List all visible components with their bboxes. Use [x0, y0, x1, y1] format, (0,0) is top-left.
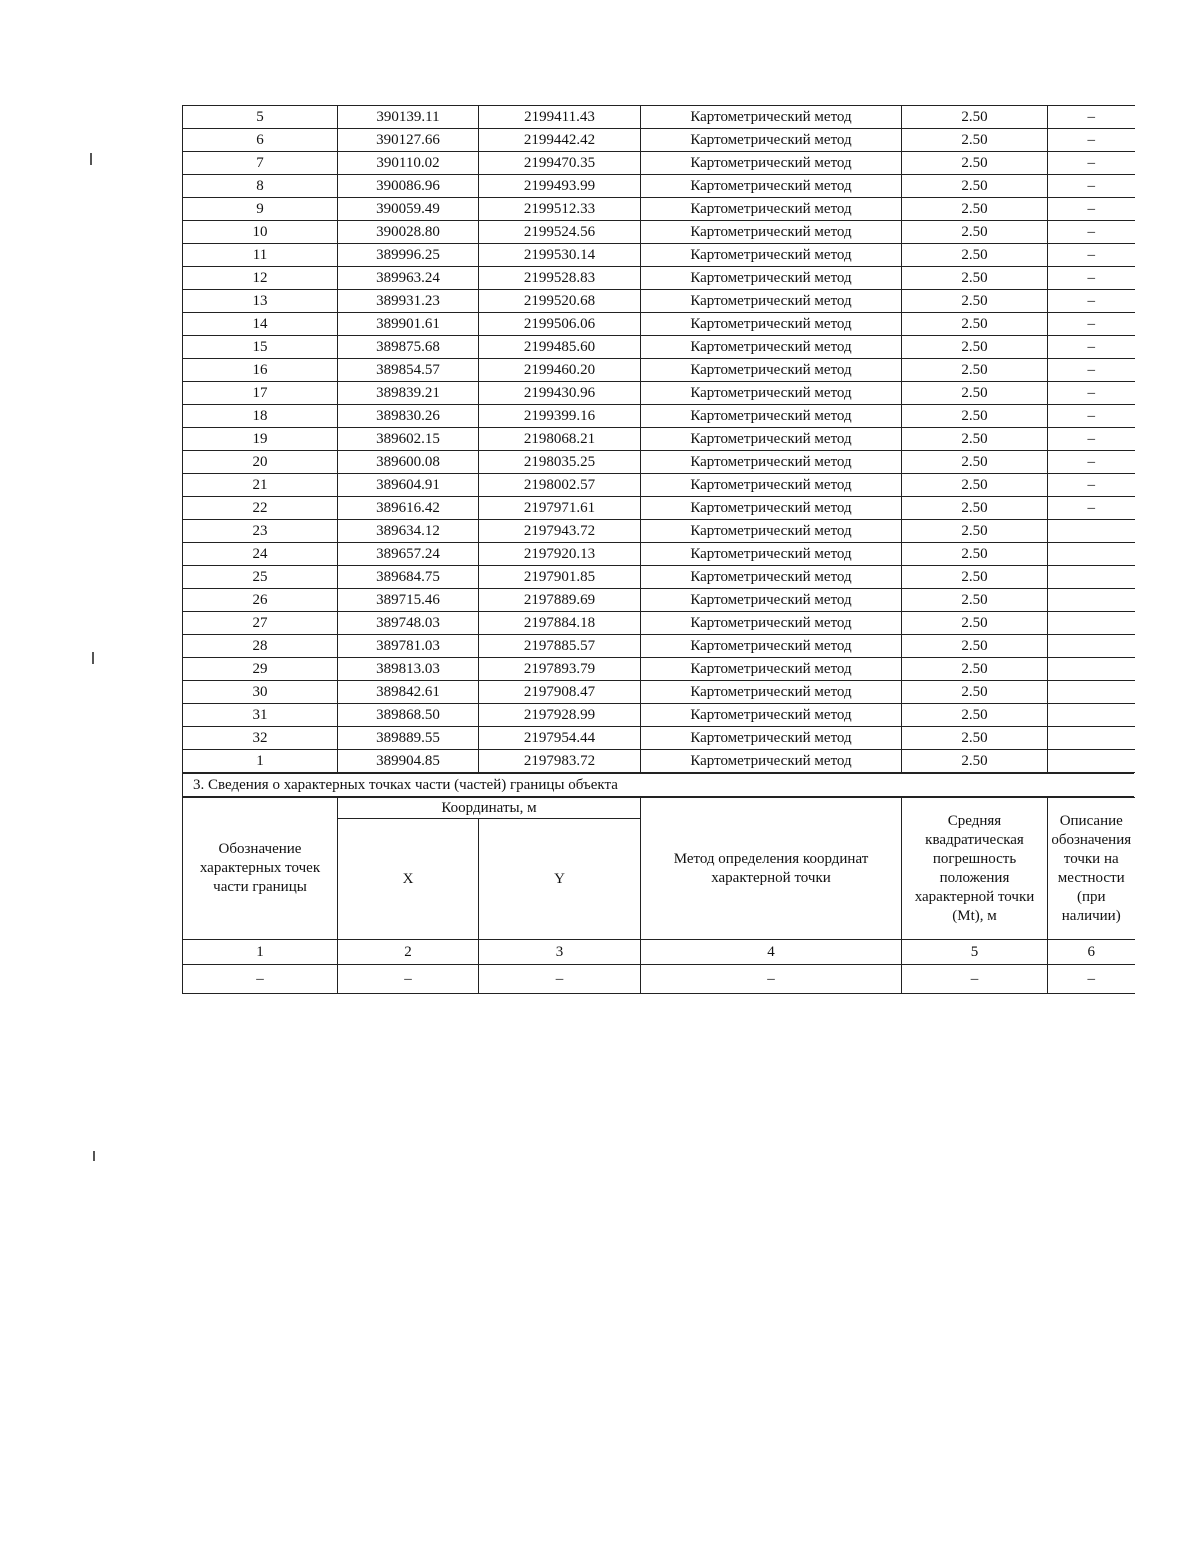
x-coordinate-cell: 389616.42 — [338, 497, 479, 520]
description-cell — [1048, 750, 1135, 773]
error-value-cell: 2.50 — [902, 267, 1048, 290]
x-coordinate-cell: 390139.11 — [338, 106, 479, 129]
method-cell: Картометрический метод — [641, 405, 902, 428]
table-row — [183, 405, 1135, 428]
y-coordinate-cell: 2198035.25 — [479, 451, 641, 474]
table-row — [183, 635, 1135, 658]
empty-cell-4: – — [641, 965, 902, 994]
method-cell: Картометрический метод — [641, 543, 902, 566]
point-number-cell: 10 — [183, 221, 338, 244]
y-coordinate-cell: 2197885.57 — [479, 635, 641, 658]
point-number-cell: 32 — [183, 727, 338, 750]
method-cell: Картометрический метод — [641, 152, 902, 175]
method-cell: Картометрический метод — [641, 359, 902, 382]
section-3-table — [182, 797, 1135, 994]
description-cell: – — [1048, 198, 1135, 221]
description-cell: – — [1048, 152, 1135, 175]
point-number-cell: 14 — [183, 313, 338, 336]
method-cell: Картометрический метод — [641, 750, 902, 773]
error-value-cell: 2.50 — [902, 152, 1048, 175]
method-cell: Картометрический метод — [641, 497, 902, 520]
x-coordinate-cell: 390028.80 — [338, 221, 479, 244]
table-row — [183, 198, 1135, 221]
table-row — [183, 681, 1135, 704]
point-number-cell: 19 — [183, 428, 338, 451]
description-cell: – — [1048, 359, 1135, 382]
col-number-1: 1 — [183, 940, 338, 965]
y-coordinate-cell: 2199430.96 — [479, 382, 641, 405]
method-cell: Картометрический метод — [641, 612, 902, 635]
description-cell: – — [1048, 336, 1135, 359]
table-row — [183, 244, 1135, 267]
description-cell: – — [1048, 451, 1135, 474]
y-coordinate-cell: 2199411.43 — [479, 106, 641, 129]
method-cell: Картометрический метод — [641, 244, 902, 267]
error-value-cell: 2.50 — [902, 589, 1048, 612]
table-row — [183, 543, 1135, 566]
error-value-cell: 2.50 — [902, 175, 1048, 198]
y-coordinate-cell: 2199485.60 — [479, 336, 641, 359]
table-row — [183, 612, 1135, 635]
point-number-cell: 28 — [183, 635, 338, 658]
error-value-cell: 2.50 — [902, 727, 1048, 750]
table-row — [183, 589, 1135, 612]
table-row — [183, 290, 1135, 313]
y-coordinate-cell: 2199528.83 — [479, 267, 641, 290]
method-cell: Картометрический метод — [641, 175, 902, 198]
y-coordinate-cell: 2197954.44 — [479, 727, 641, 750]
method-cell: Картометрический метод — [641, 106, 902, 129]
description-cell: – — [1048, 405, 1135, 428]
x-coordinate-cell: 389904.85 — [338, 750, 479, 773]
table-row — [183, 658, 1135, 681]
x-coordinate-cell: 389748.03 — [338, 612, 479, 635]
table-row — [183, 359, 1135, 382]
description-cell — [1048, 520, 1135, 543]
point-number-cell: 9 — [183, 198, 338, 221]
method-cell: Картометрический метод — [641, 520, 902, 543]
y-coordinate-cell: 2199524.56 — [479, 221, 641, 244]
table-row — [183, 727, 1135, 750]
empty-cell-3: – — [479, 965, 641, 994]
description-cell — [1048, 635, 1135, 658]
error-value-cell: 2.50 — [902, 635, 1048, 658]
y-coordinate-cell: 2197889.69 — [479, 589, 641, 612]
x-coordinate-cell: 389854.57 — [338, 359, 479, 382]
y-coordinate-cell: 2198002.57 — [479, 474, 641, 497]
description-cell: – — [1048, 497, 1135, 520]
error-value-cell: 2.50 — [902, 474, 1048, 497]
method-cell: Картометрический метод — [641, 336, 902, 359]
point-number-cell: 22 — [183, 497, 338, 520]
x-coordinate-cell: 390086.96 — [338, 175, 479, 198]
error-value-cell: 2.50 — [902, 612, 1048, 635]
error-value-cell: 2.50 — [902, 750, 1048, 773]
y-coordinate-cell: 2198068.21 — [479, 428, 641, 451]
y-coordinate-cell: 2197943.72 — [479, 520, 641, 543]
error-value-cell: 2.50 — [902, 106, 1048, 129]
point-number-cell: 29 — [183, 658, 338, 681]
x-coordinate-cell: 389901.61 — [338, 313, 479, 336]
y-coordinate-cell: 2199399.16 — [479, 405, 641, 428]
x-coordinate-cell: 389842.61 — [338, 681, 479, 704]
x-coordinate-cell: 389781.03 — [338, 635, 479, 658]
error-value-cell: 2.50 — [902, 221, 1048, 244]
empty-cell-5: – — [902, 965, 1048, 994]
table-row — [183, 175, 1135, 198]
x-coordinate-cell: 389813.03 — [338, 658, 479, 681]
point-number-cell: 6 — [183, 129, 338, 152]
col-number-5: 5 — [902, 940, 1048, 965]
point-number-cell: 21 — [183, 474, 338, 497]
description-cell — [1048, 658, 1135, 681]
error-value-cell: 2.50 — [902, 451, 1048, 474]
error-value-cell: 2.50 — [902, 313, 1048, 336]
error-value-cell: 2.50 — [902, 658, 1048, 681]
point-number-cell: 15 — [183, 336, 338, 359]
col-number-2: 2 — [338, 940, 479, 965]
point-number-cell: 26 — [183, 589, 338, 612]
y-coordinate-cell: 2199506.06 — [479, 313, 641, 336]
y-coordinate-cell: 2199460.20 — [479, 359, 641, 382]
x-coordinate-cell: 389868.50 — [338, 704, 479, 727]
description-cell — [1048, 566, 1135, 589]
description-cell: – — [1048, 175, 1135, 198]
header-error: Средняя квадратическая погрешность положения характерной точки (Mt), м — [902, 798, 1048, 940]
method-cell: Картометрический метод — [641, 451, 902, 474]
table-row — [183, 382, 1135, 405]
method-cell: Картометрический метод — [641, 382, 902, 405]
method-cell: Картометрический метод — [641, 589, 902, 612]
method-cell: Картометрический метод — [641, 635, 902, 658]
y-coordinate-cell: 2197901.85 — [479, 566, 641, 589]
method-cell: Картометрический метод — [641, 129, 902, 152]
table-row — [183, 129, 1135, 152]
point-number-cell: 8 — [183, 175, 338, 198]
x-coordinate-cell: 389889.55 — [338, 727, 479, 750]
table-row — [183, 750, 1135, 773]
y-coordinate-cell: 2199493.99 — [479, 175, 641, 198]
point-number-cell: 31 — [183, 704, 338, 727]
y-coordinate-cell: 2197971.61 — [479, 497, 641, 520]
x-coordinate-cell: 389830.26 — [338, 405, 479, 428]
point-number-cell: 23 — [183, 520, 338, 543]
point-number-cell: 18 — [183, 405, 338, 428]
y-coordinate-cell: 2197884.18 — [479, 612, 641, 635]
table-row — [183, 428, 1135, 451]
header-x: X — [338, 819, 479, 940]
y-coordinate-cell: 2197983.72 — [479, 750, 641, 773]
error-value-cell: 2.50 — [902, 405, 1048, 428]
header-y: Y — [479, 819, 641, 940]
x-coordinate-cell: 389931.23 — [338, 290, 479, 313]
description-cell — [1048, 681, 1135, 704]
error-value-cell: 2.50 — [902, 520, 1048, 543]
col-number-3: 3 — [479, 940, 641, 965]
table-row — [183, 106, 1135, 129]
description-cell: – — [1048, 244, 1135, 267]
y-coordinate-cell: 2199520.68 — [479, 290, 641, 313]
scan-mark — [93, 1151, 95, 1161]
error-value-cell: 2.50 — [902, 290, 1048, 313]
y-coordinate-cell: 2197928.99 — [479, 704, 641, 727]
description-cell: – — [1048, 428, 1135, 451]
x-coordinate-cell: 389604.91 — [338, 474, 479, 497]
empty-cell-2: – — [338, 965, 479, 994]
empty-cell-1: – — [183, 965, 338, 994]
error-value-cell: 2.50 — [902, 198, 1048, 221]
description-cell: – — [1048, 290, 1135, 313]
x-coordinate-cell: 389600.08 — [338, 451, 479, 474]
table-row — [183, 267, 1135, 290]
point-number-cell: 30 — [183, 681, 338, 704]
section-3-title-table — [182, 773, 1134, 797]
x-coordinate-cell: 389657.24 — [338, 543, 479, 566]
y-coordinate-cell: 2199470.35 — [479, 152, 641, 175]
description-cell — [1048, 543, 1135, 566]
header-description: Описание обозначения точки на местности (при наличии) — [1048, 798, 1135, 940]
x-coordinate-cell: 389963.24 — [338, 267, 479, 290]
error-value-cell: 2.50 — [902, 336, 1048, 359]
table-row — [183, 566, 1135, 589]
scan-mark — [92, 652, 94, 664]
header-method: Метод определения координат характерной точки — [641, 798, 902, 940]
point-number-cell: 12 — [183, 267, 338, 290]
y-coordinate-cell: 2199442.42 — [479, 129, 641, 152]
error-value-cell: 2.50 — [902, 497, 1048, 520]
col-number-4: 4 — [641, 940, 902, 965]
x-coordinate-cell: 389875.68 — [338, 336, 479, 359]
col-number-6: 6 — [1048, 940, 1135, 965]
description-cell: – — [1048, 106, 1135, 129]
table-row — [183, 336, 1135, 359]
description-cell: – — [1048, 313, 1135, 336]
point-number-cell: 20 — [183, 451, 338, 474]
x-coordinate-cell: 389996.25 — [338, 244, 479, 267]
coordinates-table — [182, 105, 1135, 773]
error-value-cell: 2.50 — [902, 244, 1048, 267]
error-value-cell: 2.50 — [902, 704, 1048, 727]
column-numbers-row — [183, 940, 1135, 965]
description-cell: – — [1048, 129, 1135, 152]
document-page — [182, 105, 1134, 994]
coordinates-table-body — [183, 106, 1135, 773]
method-cell: Картометрический метод — [641, 566, 902, 589]
y-coordinate-cell: 2199512.33 — [479, 198, 641, 221]
x-coordinate-cell: 390110.02 — [338, 152, 479, 175]
y-coordinate-cell: 2197920.13 — [479, 543, 641, 566]
error-value-cell: 2.50 — [902, 543, 1048, 566]
description-cell — [1048, 727, 1135, 750]
point-number-cell: 27 — [183, 612, 338, 635]
description-cell: – — [1048, 474, 1135, 497]
table-row — [183, 497, 1135, 520]
point-number-cell: 7 — [183, 152, 338, 175]
method-cell: Картометрический метод — [641, 267, 902, 290]
x-coordinate-cell: 389634.12 — [338, 520, 479, 543]
section-3-title: 3. Сведения о характерных точках части (частей) границы объекта — [183, 774, 1135, 797]
x-coordinate-cell: 390059.49 — [338, 198, 479, 221]
description-cell — [1048, 612, 1135, 635]
method-cell: Картометрический метод — [641, 290, 902, 313]
method-cell: Картометрический метод — [641, 658, 902, 681]
point-number-cell: 5 — [183, 106, 338, 129]
x-coordinate-cell: 390127.66 — [338, 129, 479, 152]
description-cell — [1048, 589, 1135, 612]
point-number-cell: 25 — [183, 566, 338, 589]
table-row — [183, 451, 1135, 474]
point-number-cell: 24 — [183, 543, 338, 566]
description-cell — [1048, 704, 1135, 727]
error-value-cell: 2.50 — [902, 129, 1048, 152]
empty-cell-6: – — [1048, 965, 1135, 994]
error-value-cell: 2.50 — [902, 428, 1048, 451]
table-row — [183, 474, 1135, 497]
y-coordinate-cell: 2197908.47 — [479, 681, 641, 704]
table-row — [183, 704, 1135, 727]
error-value-cell: 2.50 — [902, 382, 1048, 405]
point-number-cell: 1 — [183, 750, 338, 773]
point-number-cell: 16 — [183, 359, 338, 382]
method-cell: Картометрический метод — [641, 313, 902, 336]
header-coordinates: Координаты, м — [338, 798, 641, 819]
description-cell: – — [1048, 382, 1135, 405]
point-number-cell: 11 — [183, 244, 338, 267]
method-cell: Картометрический метод — [641, 428, 902, 451]
method-cell: Картометрический метод — [641, 727, 902, 750]
method-cell: Картометрический метод — [641, 221, 902, 244]
header-designation: Обозначение характерных точек части границы — [183, 798, 338, 940]
error-value-cell: 2.50 — [902, 566, 1048, 589]
y-coordinate-cell: 2199530.14 — [479, 244, 641, 267]
scan-mark — [90, 153, 92, 165]
method-cell: Картометрический метод — [641, 198, 902, 221]
x-coordinate-cell: 389839.21 — [338, 382, 479, 405]
error-value-cell: 2.50 — [902, 681, 1048, 704]
y-coordinate-cell: 2197893.79 — [479, 658, 641, 681]
description-cell: – — [1048, 221, 1135, 244]
error-value-cell: 2.50 — [902, 359, 1048, 382]
method-cell: Картометрический метод — [641, 474, 902, 497]
empty-data-row — [183, 965, 1135, 994]
method-cell: Картометрический метод — [641, 704, 902, 727]
table-row — [183, 313, 1135, 336]
table-row — [183, 520, 1135, 543]
method-cell: Картометрический метод — [641, 681, 902, 704]
description-cell: – — [1048, 267, 1135, 290]
table-row — [183, 152, 1135, 175]
table-row — [183, 221, 1135, 244]
x-coordinate-cell: 389684.75 — [338, 566, 479, 589]
point-number-cell: 17 — [183, 382, 338, 405]
point-number-cell: 13 — [183, 290, 338, 313]
x-coordinate-cell: 389602.15 — [338, 428, 479, 451]
x-coordinate-cell: 389715.46 — [338, 589, 479, 612]
